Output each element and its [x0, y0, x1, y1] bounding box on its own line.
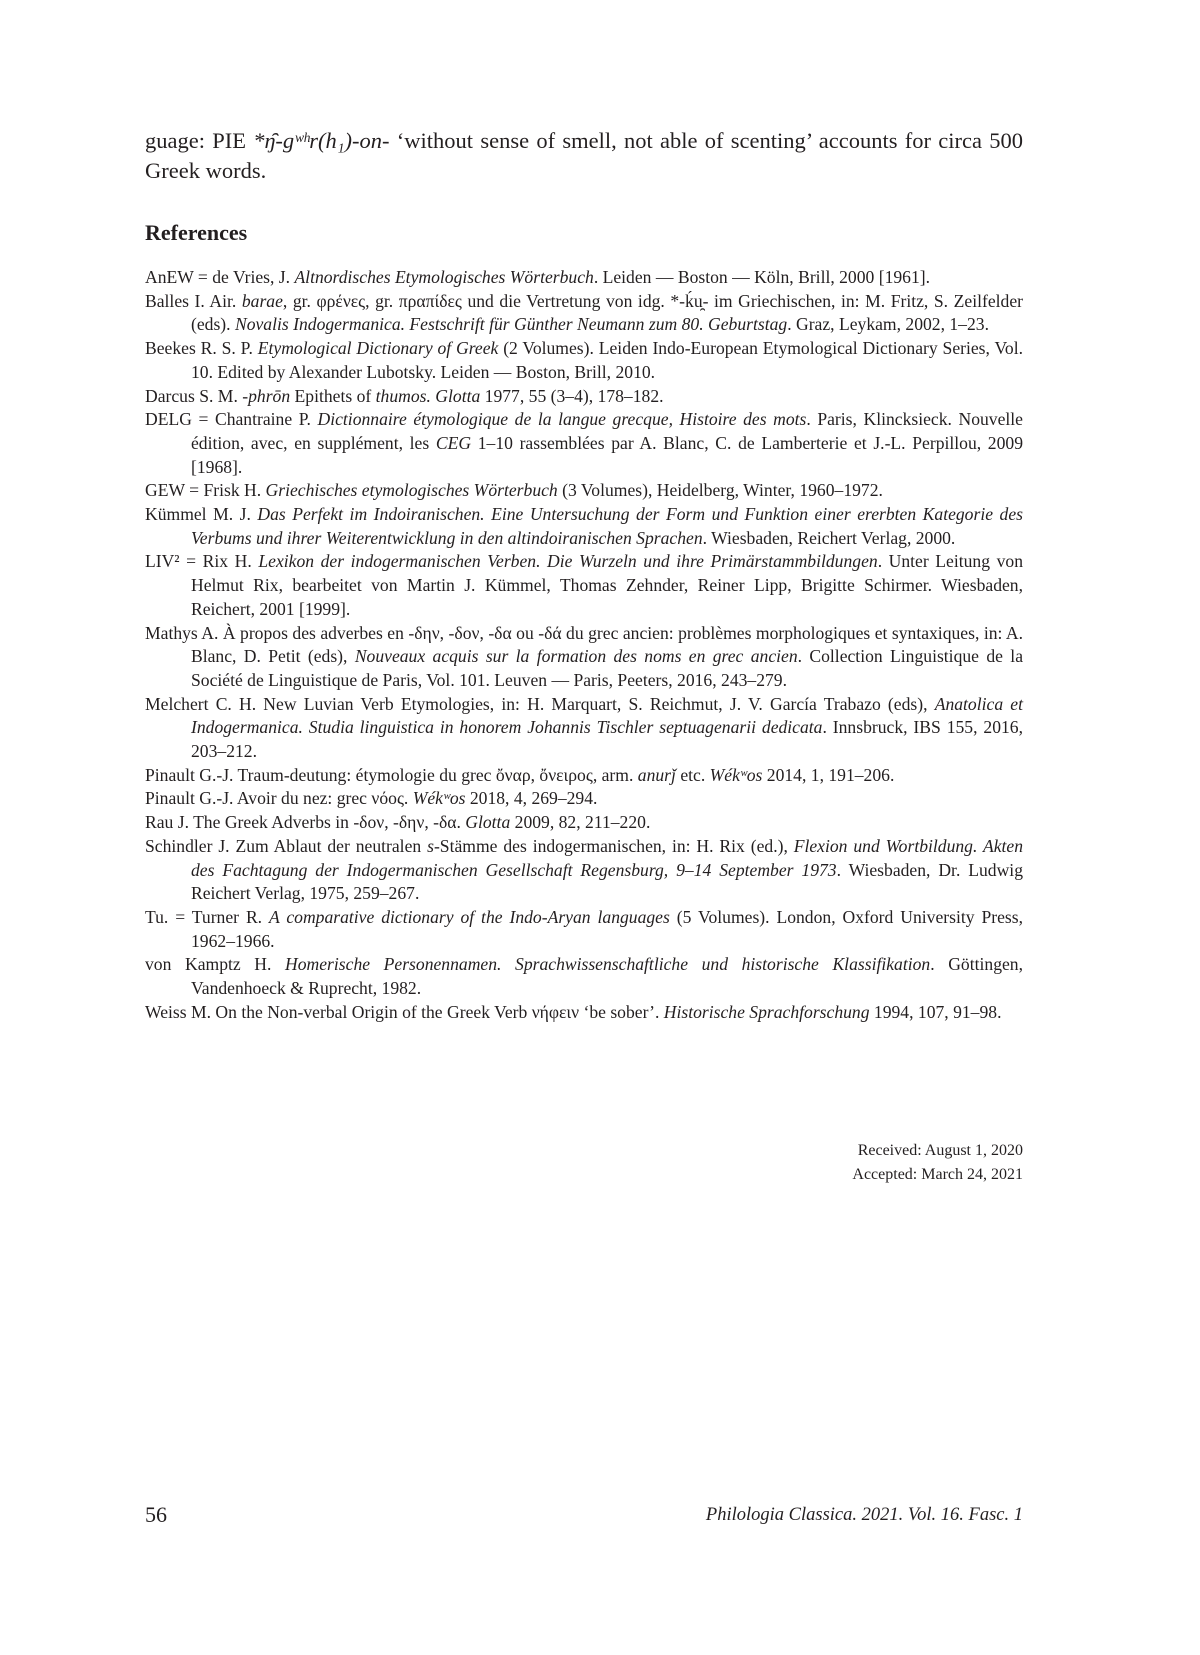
ref-text: Kümmel M. J.	[145, 504, 258, 525]
ref-italic: Das Perfekt im Indoiranischen. Eine Untersuchung der Form und Funktion einer ererbten Kategorie des Verbums und ihrer Weiterentwicklung in den altindoiranischen Sprachen	[191, 504, 1023, 548]
reference-item	[145, 479, 1023, 503]
ref-italic: Homerische Personennamen. Sprachwissenschaftliche und historische Klassifikation	[285, 954, 931, 975]
reference-item	[145, 622, 1023, 693]
ref-italic: -phrōn	[242, 385, 291, 406]
ref-italic: CEG	[435, 432, 472, 453]
ref-italic: anurǰ	[637, 764, 676, 785]
reference-item	[145, 693, 1023, 764]
ref-text: -Stämme des indogermanischen, in: H. Rix (ed.),	[433, 835, 794, 856]
ref-text: von Kamptz H.	[145, 954, 286, 975]
ref-text: . Graz, Leykam, 2002, 1–23.	[787, 314, 989, 335]
reference-item	[145, 953, 1023, 1000]
intro-text-1: guage: PIE	[145, 128, 254, 153]
ref-text: AnEW = de Vries, J.	[145, 267, 295, 287]
references-heading: References	[145, 220, 248, 245]
ref-italic: barae	[241, 290, 283, 311]
page-number: 56	[145, 1502, 167, 1527]
ref-text: . Unter Leitung von Helmut Rix, bearbeitet von Martin J. Kümmel, Thomas Zehnder, Reiner Lipp, Brigitte Schirmer. Wiesbaden, Reichert, 2001 [1999].	[191, 551, 1024, 619]
reference-item	[145, 906, 1023, 953]
ref-text: Melchert C. H. New Luvian Verb Etymologies, in: H. Marquart, S. Reichmut, J. V. García Trabazo (eds),	[145, 693, 935, 714]
ref-text: LIV² = Rix H.	[145, 551, 259, 572]
ref-italic: Novalis Indogermanica. Festschrift für Günther Neumann zum 80. Geburtstag	[234, 314, 788, 335]
ref-text: (3 Volumes), Heidelberg, Winter, 1960–1972.	[557, 480, 883, 501]
ref-italic: Dictionnaire étymologique de la langue grecque, Histoire des mots	[317, 409, 807, 430]
ref-italic: Altnordisches Etymologisches Wörterbuch	[294, 267, 594, 287]
reference-item	[145, 337, 1023, 384]
ref-italic: Etymological Dictionary of Greek	[257, 338, 499, 359]
submission-dates	[852, 1139, 1023, 1187]
ref-text: 2014, 1, 191–206.	[762, 764, 895, 785]
ref-text: (2 Volumes). Leiden Indo-European Etymological Dictionary Series, Vol. 10. Edited by Alexander Lubotsky. Leiden — Boston, Brill, 2010.	[191, 338, 1023, 382]
ref-text: Rau J. The Greek Adverbs in -δον, -δην, -δα.	[145, 812, 466, 833]
ref-text: 1994, 107, 91–98.	[869, 1001, 1002, 1022]
ref-text: 1977, 55 (3–4), 178–182.	[480, 385, 664, 406]
ref-italic: s	[427, 835, 434, 856]
ref-text: etc.	[675, 764, 710, 785]
ref-text: Mathys A. À propos des adverbes en -δην, -δον, -δα ou -δά du grec ancien: problèmes morphologiques et syntaxiques, in: A. Blanc, D. Petit (eds),	[145, 622, 1023, 667]
reference-item	[145, 290, 1023, 337]
reference-item	[145, 408, 1023, 479]
ref-text: . Wiesbaden, Reichert Verlag, 2000.	[702, 527, 956, 548]
reference-item	[145, 266, 1023, 290]
accepted-date: Accepted: March 24, 2021	[852, 1166, 1023, 1183]
intro-text-2: ‘without sense of smell, not able of scenting’ accounts for circa 500 Greek words.	[145, 128, 1023, 183]
ref-italic: Nouveaux acquis sur la formation des noms en grec ancien	[354, 646, 798, 667]
intro-paragraph	[145, 126, 1023, 186]
ref-text: . Wiesbaden, Dr. Ludwig Reichert Verlag, 1975, 259–267.	[191, 859, 1023, 904]
ref-text: Weiss M. On the Non-verbal Origin of the Greek Verb νήφειν ‘be sober’.	[145, 1001, 664, 1022]
ref-text: Tu. = Turner R.	[145, 906, 269, 927]
reference-item	[145, 764, 1023, 788]
ref-text: Balles I. Air.	[145, 290, 242, 311]
reference-item	[145, 787, 1023, 811]
ref-text: Pinault G.-J. Traum-deutung: étymologie du grec ὄναρ, ὄνειρος, arm.	[145, 764, 638, 785]
ref-text: Epithets of	[290, 385, 376, 406]
ref-italic: Griechisches etymologisches Wörterbuch	[265, 480, 558, 501]
ref-text: Beekes R. S. P.	[145, 338, 258, 359]
ref-text: DELG = Chantraine P.	[145, 409, 318, 430]
received-date: Received: August 1, 2020	[857, 1142, 1023, 1159]
ref-text: Pinault G.-J. Avoir du nez: grec νόος.	[145, 788, 413, 809]
ref-text: 2009, 82, 211–220.	[510, 812, 651, 833]
intro-pie-form: *ŋ̑-gʷʰr(h₁)-on-	[253, 128, 390, 153]
ref-text: . Collection Linguistique de la Société de Linguistique de Paris, Vol. 101. Leuven — Paris, Peeters, 2016, 243–279.	[191, 646, 1023, 690]
ref-text: . Göttingen, Vandenhoeck & Ruprecht, 1982.	[191, 954, 1023, 999]
ref-text: Darcus S. M.	[145, 385, 243, 406]
ref-text: 1–10 rassemblées par A. Blanc, C. de Lamberterie et J.-L. Perpillou, 2009 [1968].	[191, 432, 1023, 477]
reference-item	[145, 503, 1023, 550]
ref-text: (5 Volumes). London, Oxford University Press, 1962–1966.	[191, 906, 1023, 951]
reference-item	[145, 385, 1023, 409]
reference-item	[145, 1001, 1023, 1025]
ref-text: . Innsbruck, IBS 155, 2016, 203–212.	[191, 717, 1023, 762]
reference-item	[145, 811, 1023, 835]
reference-item	[145, 835, 1023, 906]
ref-italic: Historische Sprachforschung	[663, 1001, 870, 1022]
ref-italic: A comparative dictionary of the Indo-Aryan languages	[269, 906, 670, 927]
ref-text: GEW = Frisk H.	[145, 480, 266, 501]
ref-italic: Wékʷos	[709, 764, 763, 785]
ref-italic: Wékʷos	[412, 788, 466, 809]
ref-text: . Paris, Klincksieck. Nouvelle édition, avec, en supplément, les	[191, 409, 1023, 453]
ref-italic: Glotta	[465, 812, 511, 833]
ref-text: , gr. φρένες, gr. πραπίδες und die Vertretung von idg. *-ḱu̯- im Griechischen, in: M. Fritz, S. Zeilfelder (eds).	[191, 290, 1023, 335]
journal-citation: Philologia Classica. 2021. Vol. 16. Fasc. 1	[705, 1505, 1023, 1525]
ref-text: Schindler J. Zum Ablaut der neutralen	[145, 835, 428, 856]
ref-text: . Leiden — Boston — Köln, Brill, 2000 [1961].	[593, 267, 931, 287]
ref-italic: thumos. Glotta	[375, 385, 481, 406]
ref-italic: Lexikon der indogermanischen Verben. Die Wurzeln und ihre Primärstammbildungen	[258, 551, 878, 572]
reference-item	[145, 550, 1023, 621]
references-list	[145, 266, 1023, 1025]
ref-text: 2018, 4, 269–294.	[465, 788, 598, 809]
ref-italic: Anatolica et Indogermanica. Studia linguistica in honorem Johannis Tischler septuagenarii dedicata	[191, 693, 1023, 738]
ref-italic: Flexion und Wortbildung. Akten des Fachtagung der Indogermanischen Gesellschaft Regensburg, 9–14 September 1973	[191, 835, 1023, 880]
